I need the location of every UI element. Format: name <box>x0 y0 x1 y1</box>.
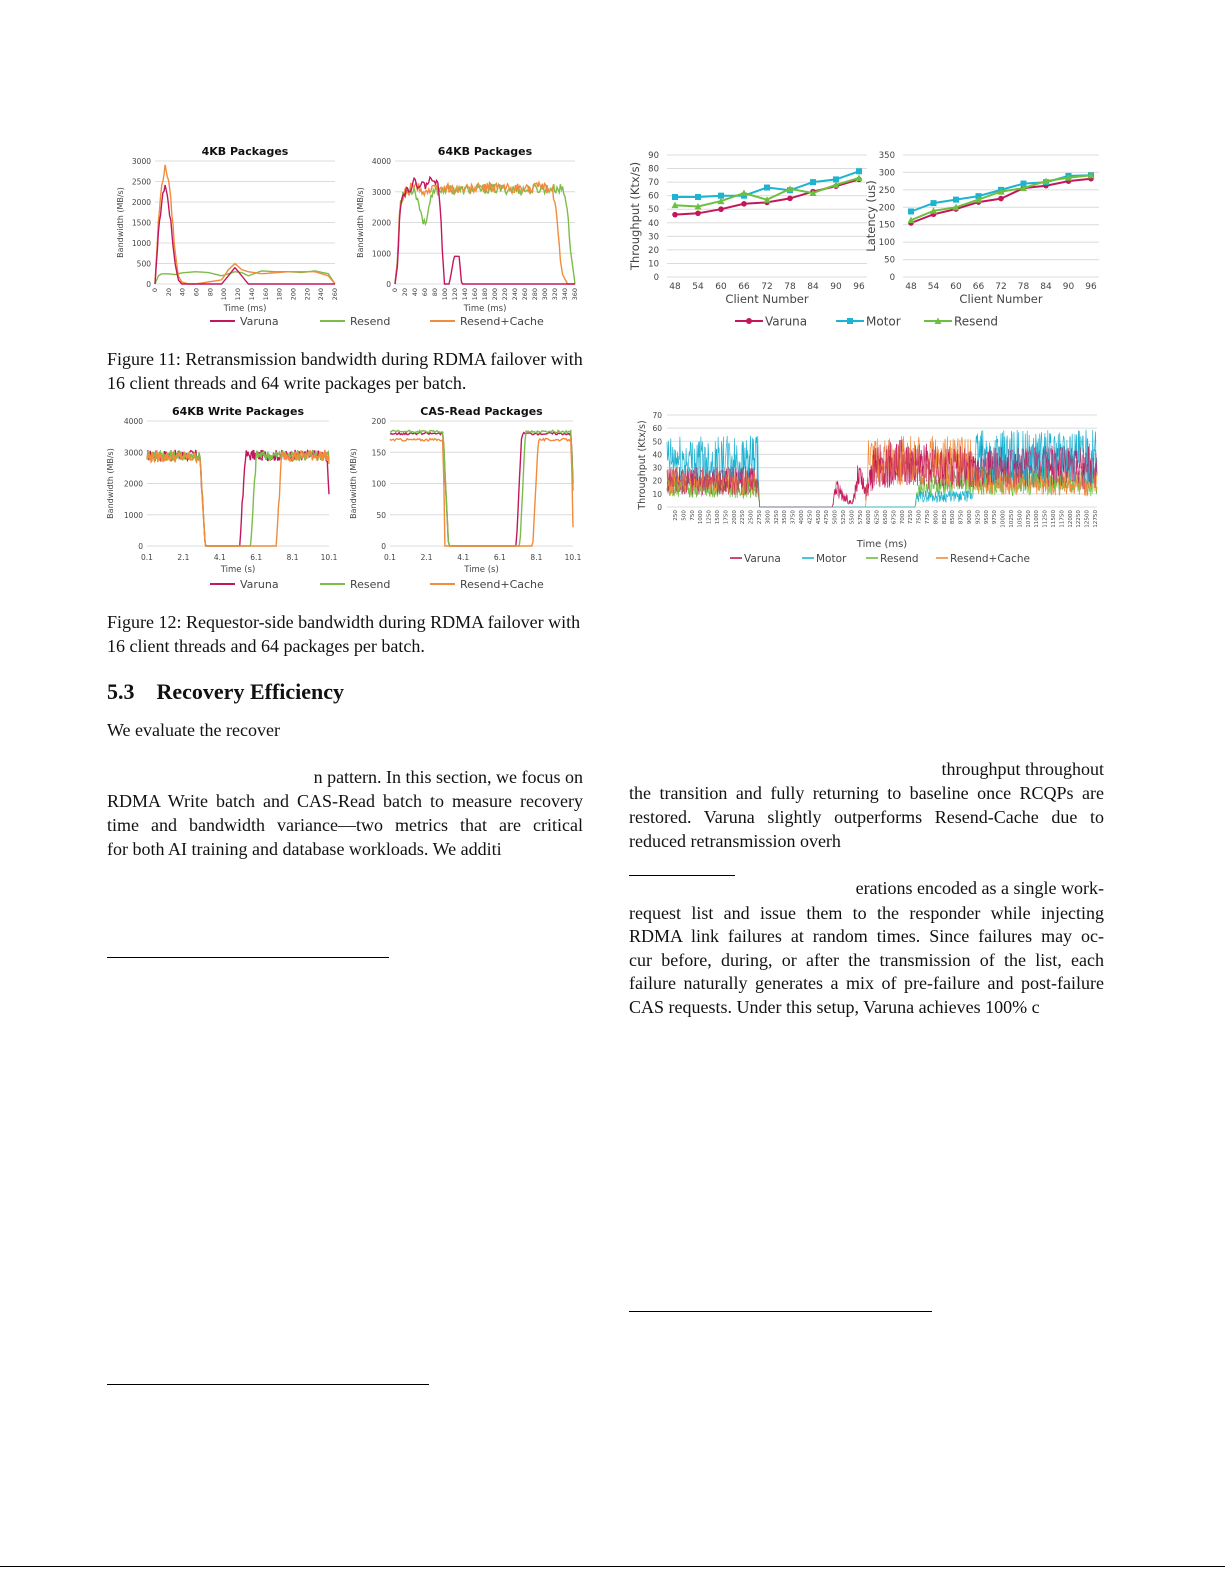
chart-64kb-packages <box>356 145 579 314</box>
x-tick-label: 4500 <box>815 510 822 525</box>
x-tick-label: 140 <box>461 288 469 301</box>
x-tick-label: 96 <box>853 282 865 292</box>
x-tick-label: 0.1 <box>384 553 396 562</box>
series-line-varuna <box>147 450 329 546</box>
x-tick-label: 0 <box>391 288 399 293</box>
data-point-varuna <box>672 212 678 218</box>
legend-label-motor: Motor <box>866 314 901 329</box>
data-point-varuna <box>695 210 701 216</box>
data-point-varuna <box>787 196 793 202</box>
x-tick-label: 10000 <box>1000 510 1007 528</box>
legend-label-resend-cache: Resend+Cache <box>460 578 544 591</box>
x-tick-label: 80 <box>206 288 215 297</box>
y-tick-label: 30 <box>652 463 662 473</box>
y-axis-label: Bandwidth (MB/s) <box>106 448 115 519</box>
section-title: Recovery Efficiency <box>156 679 345 704</box>
x-tick-label: 72 <box>761 282 773 292</box>
x-tick-label: 260 <box>331 288 339 301</box>
y-tick-label: 3000 <box>371 187 391 197</box>
x-tick-label: 66 <box>738 282 750 292</box>
chart-title: 64KB Write Packages <box>171 405 305 418</box>
y-tick-label: 2000 <box>371 218 391 228</box>
figure-12-legend <box>210 578 544 591</box>
x-tick-label: 260 <box>521 288 529 301</box>
figure-11 <box>105 140 590 335</box>
y-tick-label: 0 <box>386 280 391 289</box>
y-tick-label: 300 <box>878 168 895 179</box>
x-tick-label: 3750 <box>790 510 797 525</box>
y-tick-label: 4000 <box>123 417 143 426</box>
y-tick-label: 3000 <box>131 157 151 166</box>
x-tick-label: 8.1 <box>530 553 543 562</box>
x-tick-label: 8750 <box>958 510 965 525</box>
x-tick-label: 4000 <box>799 510 805 525</box>
series-line-resend <box>395 184 575 284</box>
x-tick-label: 240 <box>317 288 326 301</box>
x-tick-label: 60 <box>421 288 429 297</box>
data-point-motor <box>908 208 914 214</box>
x-tick-label: 3250 <box>773 510 780 525</box>
x-tick-label: 6.1 <box>493 553 506 562</box>
right-text-line-1: throughput throughout <box>941 759 1104 779</box>
chart-title: 64KB Packages <box>437 145 533 158</box>
x-tick-label: 1500 <box>715 510 721 525</box>
y-tick-label: 0 <box>138 542 143 551</box>
x-tick-label: 1000 <box>698 510 705 525</box>
y-tick-label: 250 <box>878 185 895 196</box>
y-axis-label: Latency (us) <box>864 180 878 252</box>
x-tick-label: 8.1 <box>286 553 299 562</box>
y-tick-label: 100 <box>371 479 386 489</box>
x-tick-label: 40 <box>411 288 419 297</box>
series-line-resend <box>147 450 329 546</box>
series-line-resend-cache <box>147 450 329 546</box>
right-text-line-2: the transition and fully returning to baseline once RCQPs are <box>629 783 1104 803</box>
figure-12-caption: Figure 12: Requestor-side bandwidth during RDMA failover with 16 client threads and 64 packages per batch. <box>107 612 581 656</box>
y-tick-label: 0 <box>146 280 151 289</box>
series-line-varuna <box>390 432 573 546</box>
x-tick-label: 12750 <box>1093 510 1099 528</box>
footnote-rule-right-2 <box>629 1311 932 1312</box>
data-point-motor <box>810 179 816 185</box>
x-tick-label: 4250 <box>807 510 814 525</box>
y-tick-label: 80 <box>648 164 659 175</box>
x-tick-label: 8500 <box>950 510 957 525</box>
y-tick-label: 3000 <box>123 448 143 458</box>
x-tick-label: 20 <box>401 288 409 297</box>
x-tick-label: 500 <box>681 510 688 521</box>
x-tick-label: 6500 <box>883 510 889 525</box>
x-tick-label: 100 <box>220 288 229 301</box>
y-tick-label: 2000 <box>131 198 151 207</box>
x-tick-label: 6.1 <box>250 553 263 562</box>
x-tick-label: 4.1 <box>213 553 226 562</box>
y-tick-label: 1000 <box>131 239 151 248</box>
x-tick-label: 220 <box>303 288 312 301</box>
y-tick-label: 200 <box>371 417 386 426</box>
legend-label-resend-cache: Resend+Cache <box>950 553 1030 565</box>
y-tick-label: 0 <box>889 273 895 283</box>
x-tick-label: 60 <box>715 282 727 292</box>
y-tick-label: 10 <box>648 259 659 270</box>
x-tick-label: 160 <box>261 288 270 301</box>
y-tick-label: 70 <box>648 178 659 189</box>
y-tick-label: 150 <box>878 220 895 231</box>
y-tick-label: 2500 <box>131 177 151 187</box>
y-tick-label: 40 <box>648 218 659 229</box>
data-point-motor <box>695 194 701 200</box>
x-tick-label: 5250 <box>841 510 847 525</box>
x-tick-label: 120 <box>234 288 243 301</box>
x-tick-label: 7250 <box>908 510 915 525</box>
data-point-varuna <box>998 196 1004 202</box>
chart-cas-read-packages <box>349 405 582 575</box>
x-tick-label: 6750 <box>891 510 898 525</box>
x-tick-label: 1750 <box>723 510 730 525</box>
x-axis-label: Time (s) <box>464 565 499 575</box>
chart-64kb-write-packages <box>106 405 338 575</box>
y-tick-label: 60 <box>652 424 662 434</box>
figure-throughput-timeline <box>630 405 1110 575</box>
x-tick-label: 90 <box>1062 282 1075 292</box>
x-tick-label: 3500 <box>782 510 789 525</box>
x-tick-label: 300 <box>541 288 549 301</box>
x-tick-label: 9500 <box>983 510 990 525</box>
series-line-varuna <box>155 185 335 284</box>
x-tick-label: 11750 <box>1059 510 1066 528</box>
footnote-rule-left-1 <box>107 957 389 958</box>
y-tick-label: 1000 <box>371 249 391 259</box>
x-tick-label: 11500 <box>1051 510 1057 528</box>
y-tick-label: 70 <box>652 411 662 420</box>
x-tick-label: 90 <box>830 282 842 292</box>
x-axis-label: Client Number <box>959 292 1043 306</box>
x-tick-label: 140 <box>247 288 256 301</box>
x-tick-label: 7500 <box>916 510 923 525</box>
x-axis-label: Client Number <box>725 292 809 306</box>
y-tick-label: 10 <box>652 489 662 499</box>
x-tick-label: 7750 <box>925 510 931 525</box>
x-tick-label: 3000 <box>765 510 772 525</box>
x-tick-label: 9750 <box>992 510 999 525</box>
x-tick-label: 2.1 <box>420 553 433 562</box>
data-point-motor <box>672 194 678 200</box>
x-tick-label: 48 <box>669 282 681 292</box>
left-text-line-4: time and bandwidth variance—two metrics that are critical <box>107 815 583 835</box>
x-tick-label: 5000 <box>832 510 839 525</box>
x-tick-label: 4750 <box>824 510 831 525</box>
x-tick-label: 60 <box>950 282 962 292</box>
series-line-resend-cache <box>395 183 575 285</box>
x-tick-label: 0.1 <box>141 553 153 562</box>
footnote-rule-right-1 <box>629 875 735 876</box>
left-text-line-5: for both AI training and database workloads. We additi <box>107 839 502 859</box>
right-text-line-9: failure naturally generates a mix of pre-failure and post-failure <box>629 973 1104 993</box>
x-tick-label: 120 <box>451 288 459 301</box>
x-tick-label: 12500 <box>1084 510 1091 528</box>
x-axis-label: Time (ms) <box>856 539 908 550</box>
y-tick-label: 50 <box>884 255 895 266</box>
legend-label-resend: Resend <box>954 314 999 329</box>
x-tick-label: 280 <box>531 288 539 301</box>
right-text-line-6: request list and issue them to the responder while injecting <box>629 903 1104 923</box>
y-tick-label: 2000 <box>123 479 143 489</box>
figure-timeline-legend <box>730 553 1030 565</box>
data-point-motor <box>953 197 959 203</box>
x-tick-label: 9250 <box>975 510 982 525</box>
data-point-motor <box>856 168 862 174</box>
y-tick-label: 20 <box>648 245 659 256</box>
x-tick-label: 8250 <box>941 510 948 525</box>
y-tick-label: 0 <box>653 273 659 283</box>
y-tick-label: 200 <box>878 203 895 214</box>
x-tick-label: 4.1 <box>457 553 470 562</box>
x-tick-label: 180 <box>481 288 489 301</box>
figure-12 <box>105 400 590 595</box>
x-tick-label: 1250 <box>706 510 713 525</box>
x-tick-label: 72 <box>995 282 1007 292</box>
x-tick-label: 0 <box>151 288 159 293</box>
figure-scalability-legend <box>735 315 998 329</box>
right-text-line-8: cur before, during, or after the transmission of the list, each <box>629 950 1104 970</box>
x-tick-label: 11250 <box>1042 510 1049 528</box>
x-tick-label: 60 <box>192 288 201 297</box>
y-tick-label: 1500 <box>131 218 151 228</box>
x-tick-label: 2250 <box>740 510 747 525</box>
y-axis-label: Bandwidth (MB/s) <box>349 448 358 519</box>
chart-title: CAS-Read Packages <box>420 405 543 418</box>
y-tick-label: 1000 <box>123 510 143 520</box>
x-tick-label: 160 <box>471 288 479 301</box>
right-text-line-3: restored. Varuna slightly outperforms Resend-Cache due to <box>629 807 1104 827</box>
y-tick-label: 50 <box>652 437 662 447</box>
chart-throughput-over-time <box>637 411 1099 550</box>
x-tick-label: 54 <box>927 282 940 292</box>
section-heading <box>107 679 344 705</box>
right-text-line-4: reduced retransmission overh <box>629 831 841 851</box>
x-tick-label: 5750 <box>857 510 864 525</box>
x-tick-label: 2000 <box>731 510 738 525</box>
series-line-resend-cache <box>155 165 335 284</box>
x-tick-label: 10750 <box>1025 510 1032 528</box>
footnote-rule-left-2 <box>107 1384 429 1385</box>
legend-marker-motor <box>847 318 853 324</box>
y-tick-label: 50 <box>376 510 386 520</box>
x-tick-label: 48 <box>905 282 917 292</box>
y-tick-label: 4000 <box>371 157 391 166</box>
y-tick-label: 30 <box>648 232 659 243</box>
x-tick-label: 10500 <box>1017 510 1024 528</box>
chart-title: 4KB Packages <box>201 145 289 158</box>
y-tick-label: 350 <box>878 151 895 161</box>
y-tick-label: 90 <box>648 151 659 161</box>
x-tick-label: 40 <box>178 288 187 297</box>
figure-11-caption: Figure 11: Retransmission bandwidth during RDMA failover with 16 client threads and 64 write packages per batch. <box>107 349 583 393</box>
legend-label-resend: Resend <box>350 315 391 328</box>
right-text-line-5: erations encoded as a single work- <box>855 878 1104 898</box>
data-point-motor <box>764 185 770 191</box>
data-point-varuna <box>741 201 747 207</box>
y-tick-label: 500 <box>136 259 151 269</box>
series-line-motor <box>675 171 859 197</box>
x-tick-label: 6000 <box>866 510 873 525</box>
x-tick-label: 5500 <box>849 510 856 525</box>
y-tick-label: 40 <box>652 450 662 460</box>
x-axis-label: Time (ms) <box>223 304 267 314</box>
y-axis-label: Bandwidth (MB/s) <box>116 187 125 258</box>
data-point-varuna <box>718 206 724 212</box>
legend-marker-varuna <box>746 318 752 324</box>
y-axis-label: Throughput (Ktx/s) <box>628 161 642 271</box>
x-tick-label: 220 <box>501 288 509 301</box>
x-tick-label: 2750 <box>757 510 763 525</box>
x-tick-label: 80 <box>431 288 439 297</box>
section-number: 5.3 <box>107 679 135 704</box>
page-bottom-rule <box>0 1566 1225 1567</box>
left-text-line-3: RDMA Write batch and CAS-Read batch to measure recovery <box>107 791 583 811</box>
x-tick-label: 66 <box>972 282 985 292</box>
series-line-resend <box>390 430 573 546</box>
y-tick-label: 20 <box>652 476 662 486</box>
x-tick-label: 320 <box>551 288 559 301</box>
right-text-line-10: CAS requests. Under this setup, Varuna achieves 100% c <box>629 997 1040 1017</box>
y-tick-label: 0 <box>381 542 386 551</box>
x-tick-label: 9000 <box>967 510 973 525</box>
x-tick-label: 11000 <box>1034 510 1041 528</box>
series-line-resend-cache <box>390 439 573 547</box>
x-tick-label: 100 <box>441 288 449 301</box>
chart-latency-vs-clients <box>864 151 1099 306</box>
y-tick-label: 100 <box>878 238 895 249</box>
x-axis-label: Time (s) <box>220 565 256 575</box>
left-text-line-2: n pattern. In this section, we focus on <box>313 767 583 787</box>
right-text-line-7: RDMA link failures at random times. Since failures may oc- <box>629 926 1104 946</box>
chart-4kb-packages <box>116 145 339 314</box>
x-tick-label: 7000 <box>899 510 906 525</box>
x-axis-label: Time (ms) <box>463 304 507 314</box>
x-tick-label: 240 <box>511 288 519 301</box>
x-tick-label: 10.1 <box>320 553 338 562</box>
x-tick-label: 10250 <box>1009 510 1015 528</box>
legend-label-resend: Resend <box>880 553 919 565</box>
figure-scalability <box>630 145 1110 340</box>
x-tick-label: 78 <box>784 282 796 292</box>
legend-label-varuna: Varuna <box>744 553 781 565</box>
x-tick-label: 340 <box>561 288 569 301</box>
x-tick-label: 54 <box>692 282 704 292</box>
x-tick-label: 96 <box>1085 282 1097 292</box>
x-tick-label: 6250 <box>874 510 881 525</box>
data-point-motor <box>931 200 937 206</box>
left-text-line-1: We evaluate the recover <box>107 720 280 740</box>
y-axis-label: Throughput (Ktx/s) <box>637 420 648 510</box>
legend-label-varuna: Varuna <box>240 315 279 328</box>
legend-label-resend-cache: Resend+Cache <box>460 315 544 328</box>
legend-label-resend: Resend <box>350 578 391 591</box>
x-tick-label: 20 <box>164 288 173 297</box>
x-tick-label: 180 <box>275 288 284 301</box>
x-tick-label: 12000 <box>1067 510 1074 528</box>
x-tick-label: 200 <box>289 288 298 301</box>
x-tick-label: 250 <box>673 510 679 521</box>
x-tick-label: 78 <box>1017 282 1030 292</box>
y-tick-label: 0 <box>657 503 662 512</box>
x-tick-label: 200 <box>491 288 499 301</box>
x-tick-label: 84 <box>807 282 819 292</box>
figure-11-legend <box>210 315 544 328</box>
chart-throughput-vs-clients <box>628 151 867 306</box>
legend-label-varuna: Varuna <box>240 578 279 591</box>
y-tick-label: 150 <box>371 448 386 458</box>
legend-label-varuna: Varuna <box>765 314 808 329</box>
x-tick-label: 750 <box>689 510 696 521</box>
x-tick-label: 2500 <box>748 510 755 525</box>
legend-label-motor: Motor <box>816 553 847 565</box>
y-tick-label: 60 <box>648 191 659 202</box>
x-tick-label: 10.1 <box>564 553 582 562</box>
x-tick-label: 2.1 <box>177 553 190 562</box>
x-tick-label: 84 <box>1040 282 1052 292</box>
y-axis-label: Bandwidth (MB/s) <box>356 187 365 258</box>
x-tick-label: 360 <box>571 288 579 301</box>
x-tick-label: 12250 <box>1076 510 1083 528</box>
y-tick-label: 50 <box>648 205 659 216</box>
x-tick-label: 8000 <box>933 510 940 525</box>
